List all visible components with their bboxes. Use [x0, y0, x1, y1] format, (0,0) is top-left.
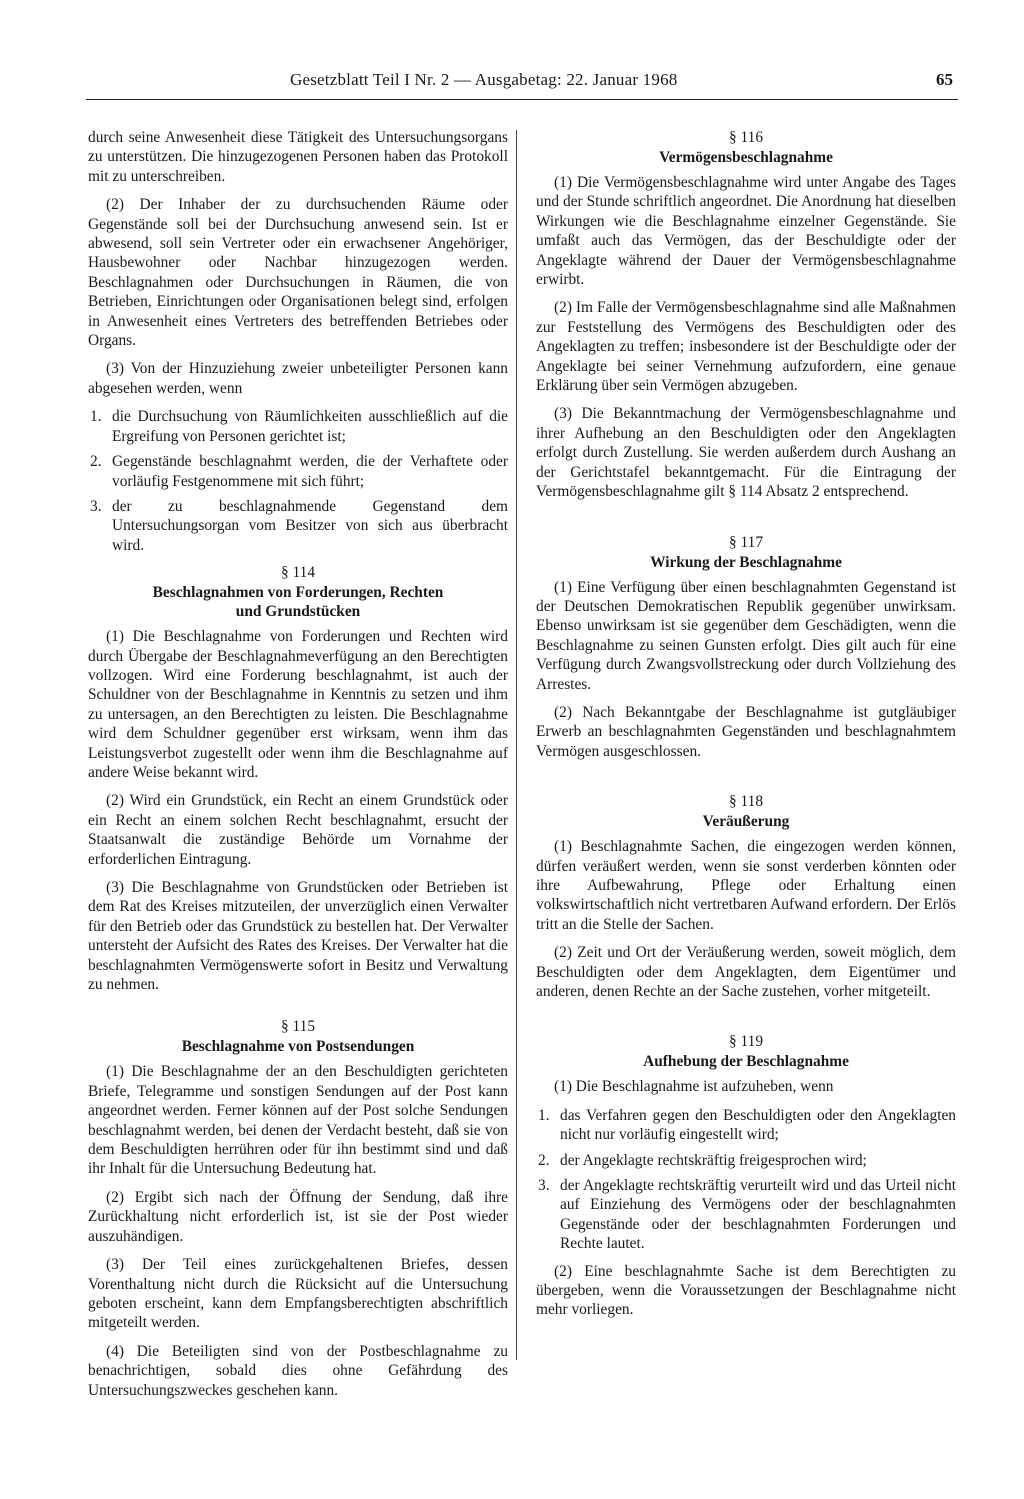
- paragraph: (3) Die Bekanntmachung der Vermögensbeschlagnahme und ihrer Aufhebung an den Beschuldigten oder den Angeklagten erfolgt durch Zustellung. Sie werden außerdem durch Aushang an der Gerichtstafel bekanntgemacht. Für die Eintragung der Vermögensbeschlagnahme gilt § 114 Absatz 2 entsprechend.: [536, 405, 956, 501]
- list-item: [88, 452, 508, 491]
- gazette-title: Gesetzblatt Teil I Nr. 2 — Ausgabetag: 22. Januar 1968: [290, 70, 678, 89]
- section-number: § 118: [728, 793, 764, 811]
- section-title: Beschlagnahme von Postsendungen: [181, 1038, 415, 1056]
- list-number: 3.: [90, 497, 102, 515]
- section-118: [536, 792, 956, 1001]
- list-number: 3.: [538, 1177, 550, 1195]
- paragraph: (2) Im Falle der Vermögensbeschlagnahme sind alle Maßnahmen zur Feststellung des Vermögens des Beschuldigten oder des Angeklagten zu treffen; insbesondere ist der Beschuldigte oder der Angeklagte bei seiner Vernehmung aufzufordern, eine genaue Erklärung über sein Vermögen abzugeben.: [536, 299, 956, 395]
- list-text: der zu beschlagnahmende Gegenstand dem Untersuchungsorgan vom Besitzer von sich aus überbracht wird.: [112, 497, 508, 554]
- section-114: [88, 563, 508, 994]
- section-title: Vermögensbeschlagnahme: [659, 149, 833, 166]
- paragraph: (2) Eine beschlagnahmte Sache ist dem Berechtigten zu übergeben, wenn die Voraussetzungen der Beschlagnahme nicht mehr vorliegen.: [536, 1262, 956, 1319]
- section-title: Aufhebung der Beschlagnahme: [643, 1053, 849, 1071]
- paragraph: (3) Von der Hinzuziehung zweier unbeteiligter Personen kann abgesehen werden, wenn: [88, 360, 508, 397]
- section-title: und Grundstücken: [235, 603, 361, 621]
- list-item: [536, 1176, 956, 1254]
- list-item: [536, 1106, 956, 1145]
- right-column: [536, 128, 956, 1329]
- list-number: 1.: [538, 1106, 550, 1124]
- paragraph: (2) Nach Bekanntgabe der Beschlagnahme ist gutgläubiger Erwerb an beschlagnahmten Gegenständen und beschlagnahmtem Vermögen ausgeschlossen.: [536, 703, 956, 760]
- list-text: Gegenstände beschlagnahmt werden, die der Verhaftete oder vorläufig Festgenommene mit sich führt;: [112, 453, 508, 490]
- list-text: die Durchsuchung von Räumlichkeiten ausschließlich auf die Ergreifung von Personen gerichtet ist;: [112, 408, 508, 445]
- left-column: [88, 128, 508, 1409]
- repeal-conditions-list: [536, 1106, 956, 1254]
- paragraph: (1) Die Beschlagnahme von Forderungen und Rechten wird durch Übergabe der Beschlagnahmeverfügung an den Berechtigten vollzogen. Wird eine Forderung beschlagnahmt, ist auch der Schuldner von der Beschlagnahme in Kenntnis zu setzen und ihm zu untersagen, an den Berechtigten zu leisten. Die Beschlagnahme wird dem Schuldner gegenüber erst wirksam, wenn ihm das Leistungsverbot zugestellt oder wenn ihm die Beschlagnahme auf andere Weise bekannt wird.: [88, 628, 508, 781]
- paragraph: (2) Zeit und Ort der Veräußerung werden, soweit möglich, dem Beschuldigten oder dem Angeklagten, dem Eigentümer und anderen, denen Rechte an der Sache zustehen, vorher mitgeteilt.: [536, 944, 956, 1000]
- list-text: der Angeklagte rechtskräftig verurteilt wird und das Urteil nicht auf Einziehung des Vermögens oder der beschlagnahmten Gegenstände oder der beschlagnahmten Forderungen und Rechte lautet.: [560, 1177, 956, 1253]
- list-number: 1.: [90, 408, 102, 426]
- paragraph: (1) Beschlagnahmte Sachen, die eingezogen werden können, dürfen veräußert werden, wenn sie sonst verderben könnten oder ihre Aufbewahrung, Pflege oder Erhaltung einen volkswirtschaftlich nicht vertretbaren Aufwand erfordern. Der Erlös tritt an die Stelle der Sachen.: [536, 838, 956, 933]
- paragraph: (2) Wird ein Grundstück, ein Recht an einem Grundstück oder ein Recht an einem solchen Recht beschlagnahmt, ersucht der Staatsanwalt die zuständige Behörde um Vornahme der erforderlichen Eintragung.: [88, 792, 508, 868]
- list-item: [536, 1151, 956, 1170]
- section-115: [88, 1017, 508, 1400]
- paragraph: (2) Der Inhaber der zu durchsuchenden Räume oder Gegenstände soll bei der Durchsuchung anwesend sein. Ist er abwesend, soll sein Vertreter oder ein erwachsener Angehöriger, Hausbewohner oder Nachbar hinzugezogen werden. Beschlagnahmen oder Durchsuchungen in Räumen, die von Betrieben, Einrichtungen oder Organisationen belegt sind, erfolgen in Anwesenheit eines Vertreters des betreffenden Betriebes oder Organs.: [88, 196, 508, 350]
- section-119: [536, 1032, 956, 1319]
- section-title: Wirkung der Beschlagnahme: [650, 553, 842, 571]
- list-number: 2.: [90, 453, 102, 471]
- header-rule: [86, 99, 958, 100]
- section-number: § 119: [728, 1033, 764, 1051]
- column-divider: [516, 130, 517, 1360]
- section-number: § 116: [728, 129, 764, 146]
- paragraph: (2) Ergibt sich nach der Öffnung der Sendung, daß ihre Zurückhaltung nicht erforderlich ist, ist sie der Post wieder auszuhändigen.: [88, 1188, 508, 1245]
- paragraph: (1) Die Vermögensbeschlagnahme wird unter Angabe des Tages und der Stunde schriftlich angeordnet. Die Anordnung hat dieselben Wirkungen wie die Beschlagnahme einzelner Gegenstände. Sie umfaßt auch das Vermögen, das der Beschuldigte oder der Angeklagte während der Dauer der Vermögensbeschlagnahme erwirbt.: [536, 174, 956, 289]
- list-number: 2.: [538, 1151, 550, 1169]
- section-117: [536, 533, 956, 762]
- section-title: Beschlagnahmen von Forderungen, Rechten: [152, 584, 444, 602]
- list-text: das Verfahren gegen den Beschuldigten oder den Angeklagten nicht nur vorläufig eingestellt wird;: [560, 1106, 956, 1144]
- paragraph: (1) Die Beschlagnahme der an den Beschuldigten gerichteten Briefe, Telegramme und sonstigen Sendungen auf der Post kann angeordnet werden. Ferner können auf der Post solche Sendungen beschlagnahmt werden, bei denen der Verdacht besteht, daß sie von dem Beschuldigten herrühren oder für ihn bestimmt sind und daß ihr Inhalt für die Untersuchung Bedeutung hat.: [88, 1063, 508, 1178]
- list-item: [88, 497, 508, 555]
- section-116: [536, 128, 956, 502]
- paragraph: (3) Die Beschlagnahme von Grundstücken oder Betrieben ist dem Rat des Kreises mitzuteilen, der unverzüglich einen Verwalter für den Betrieb oder das Grundstück zu bestellen hat. Der Verwalter untersteht der Aufsicht des Rates des Kreises. Der Verwalter hat die beschlagnahmten Vermögenswerte sofort in Besitz und Verwaltung zu nehmen.: [88, 879, 508, 994]
- paragraph: (3) Der Teil eines zurückgehaltenen Briefes, dessen Vorenthaltung nicht durch die Rücksicht auf die Untersuchung geboten erscheint, kann dem Empfangsberechtigten abschriftlich mitgeteilt werden.: [88, 1256, 508, 1332]
- section-number: § 117: [728, 533, 764, 551]
- list-text: der Angeklagte rechtskräftig freigesprochen wird;: [560, 1151, 867, 1169]
- paragraph: (1) Eine Verfügung über einen beschlagnahmten Gegenstand ist der Deutschen Demokratischen Republik gegenüber unwirksam. Ebenso unwirksam ist sie gegenüber dem Geschädigten, wenn die Beschlagnahme zu seinen Gunsten erfolgt. Dies gilt auch für eine Verfügung durch Zwangsvollstreckung oder durch Vollziehung des Arrestes.: [536, 578, 956, 693]
- page-header: [0, 70, 1024, 100]
- section-number: § 115: [280, 1018, 316, 1036]
- page-number: 65: [936, 70, 953, 89]
- paragraph: (4) Die Beteiligten sind von der Postbeschlagnahme zu benachrichtigen, sobald dies ohne Gefährdung des Untersuchungszweckes geschehen kann.: [88, 1342, 508, 1399]
- section-title: Veräußerung: [702, 813, 790, 831]
- paragraph: (1) Die Beschlagnahme ist aufzuheben, wenn: [554, 1078, 834, 1096]
- exception-list: [88, 407, 508, 555]
- section-number: § 114: [280, 564, 316, 582]
- list-item: [88, 407, 508, 446]
- continued-paragraph: durch seine Anwesenheit diese Tätigkeit des Untersuchungsorgans zu unterstützen. Die hinzugezogenen Personen haben das Protokoll mit zu unterschreiben.: [88, 129, 508, 185]
